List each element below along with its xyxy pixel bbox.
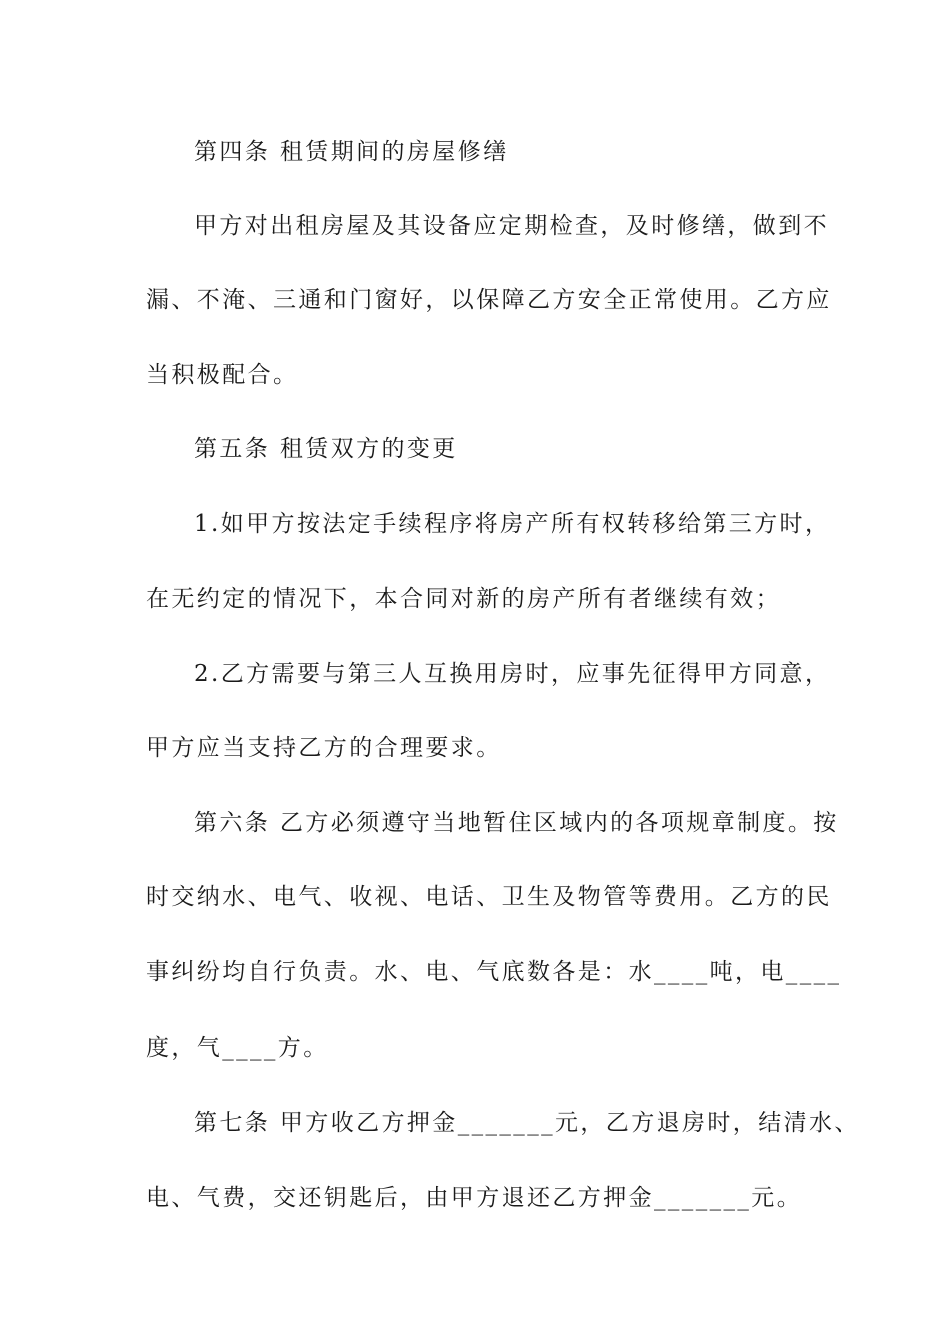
article-4-text-line: 漏、不淹、三通和门窗好，以保障乙方安全正常使用。乙方应 xyxy=(146,287,832,313)
article-5-item-1-line: 1.如甲方按法定手续程序将房产所有权转移给第三方时， xyxy=(194,511,831,537)
article-5-item-2-line: 2.乙方需要与第三人互换用房时，应事先征得甲方同意， xyxy=(194,661,831,687)
article-5-item-2-line: 甲方应当支持乙方的合理要求。 xyxy=(146,735,502,761)
article-7-text-line: 电、气费，交还钥匙后，由甲方退还乙方押金_______元。 xyxy=(146,1185,803,1211)
article-4-heading: 第四条 租赁期间的房屋修缮 xyxy=(194,139,509,165)
article-6-text-line: 第六条 乙方必须遵守当地暂住区域内的各项规章制度。按 xyxy=(194,810,839,836)
article-6-text-line: 事纠纷均自行负责。水、电、气底数各是：水____吨，电____ xyxy=(146,959,842,985)
article-5-heading: 第五条 租赁双方的变更 xyxy=(194,436,458,462)
article-4-text-line: 甲方对出租房屋及其设备应定期检查，及时修缮，做到不 xyxy=(194,213,829,239)
article-4-text-line: 当积极配合。 xyxy=(146,362,299,388)
article-5-item-1-line: 在无约定的情况下，本合同对新的房产所有者继续有效； xyxy=(146,586,781,612)
article-6-text-line: 时交纳水、电气、收视、电话、卫生及物管等费用。乙方的民 xyxy=(146,884,832,910)
article-7-text-line: 第七条 甲方收乙方押金_______元，乙方退房时，结清水、 xyxy=(194,1110,860,1136)
article-6-text-line: 度，气____方。 xyxy=(146,1035,329,1061)
